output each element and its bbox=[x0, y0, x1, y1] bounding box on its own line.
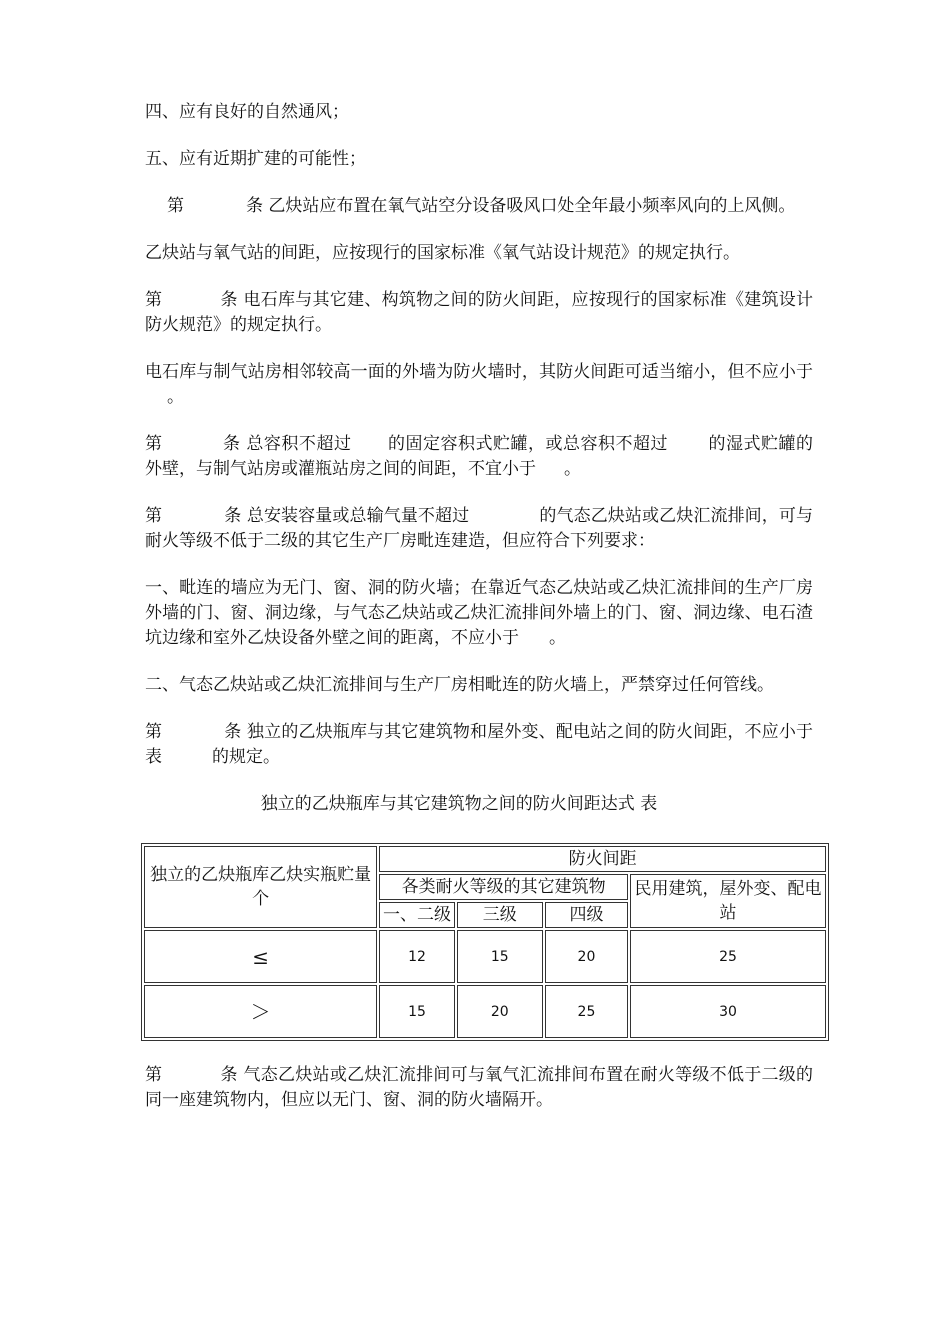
article-end: 。 bbox=[564, 459, 581, 479]
header-civil-buildings: 民用建筑，屋外变、配电站 bbox=[630, 874, 826, 928]
table-cell: 12 bbox=[379, 930, 455, 983]
table-cell: 30 bbox=[630, 985, 826, 1038]
paragraph-text: 电石库与制气站房相邻较高一面的外墙为防火墙时，其防火间距可适当缩小，但不应小于 bbox=[145, 362, 813, 382]
article-prefix: 第 bbox=[167, 196, 184, 216]
table-cell: 15 bbox=[457, 930, 543, 983]
article-oxygen-manifold bbox=[145, 1063, 813, 1113]
table-row bbox=[144, 930, 826, 983]
article-prefix: 第 bbox=[145, 434, 163, 454]
document-page bbox=[145, 100, 822, 1135]
paragraph-end: 。 bbox=[167, 387, 184, 407]
clause-four: 四、应有良好的自然通风； bbox=[145, 102, 349, 122]
requirement-one bbox=[145, 576, 813, 651]
fire-spacing-table bbox=[141, 843, 829, 1041]
table-cell: 20 bbox=[545, 930, 628, 983]
table-cell: 25 bbox=[630, 930, 826, 983]
table-cell: 20 bbox=[457, 985, 543, 1038]
article-prefix: 第 bbox=[145, 1065, 163, 1085]
article-carbide-warehouse bbox=[145, 288, 813, 338]
requirement-two: 二、气态乙炔站或乙炔汇流排间与生产厂房相毗连的防火墙上，严禁穿过任何管线。 bbox=[145, 675, 774, 695]
table-caption: 独立的乙炔瓶库与其它建筑物之间的防火间距达式 表 bbox=[260, 794, 658, 814]
article-text: 条 乙炔站应布置在氧气站空分设备吸风口处全年最小频率风向的上风侧。 bbox=[246, 196, 796, 216]
article-end: 的规定。 bbox=[212, 747, 280, 767]
table-cell: 25 bbox=[545, 985, 628, 1038]
article-text-cont: 的固定容积式贮罐，或总容积不超过 bbox=[387, 434, 669, 454]
article-text-cont: 的湿式贮罐的外壁，与制气站房或灌瓶站房之间的间距，不宜小于 bbox=[145, 434, 814, 479]
requirement-end: 。 bbox=[549, 628, 566, 648]
article-cylinder-warehouse bbox=[145, 720, 813, 770]
article-text-cont: 的气态乙炔站或乙炔汇流排间，可与耐火等级不低于二级的其它生产厂房毗连建造，但应符合下列要求： bbox=[145, 506, 814, 551]
row-condition: ≤ bbox=[144, 930, 377, 983]
row-condition: ＞ bbox=[144, 985, 377, 1038]
article-text: 条 总安装容量或总输气量不超过 bbox=[224, 506, 470, 526]
article-acetylene-station-location bbox=[145, 194, 813, 219]
table-cell: 15 bbox=[379, 985, 455, 1038]
header-grade-4: 四级 bbox=[545, 902, 628, 928]
header-grade-1-2: 一、二级 bbox=[379, 902, 455, 928]
header-fire-spacing: 防火间距 bbox=[379, 846, 826, 872]
article-storage-tanks bbox=[145, 432, 813, 482]
article-prefix: 第 bbox=[145, 290, 163, 310]
requirement-text: 一、毗连的墙应为无门、窗、洞的防火墙；在靠近气态乙炔站或乙炔汇流排间的生产厂房外墙的门、窗、洞边缘，与气态乙炔站或乙炔汇流排间外墙上的门、窗、洞边缘、电石渣坑边缘和室外乙炔设备外壁之间的距离，不应小于 bbox=[145, 578, 813, 648]
article-prefix: 第 bbox=[145, 506, 163, 526]
station-spacing-paragraph: 乙炔站与氧气站的间距，应按现行的国家标准《氧气站设计规范》的规定执行。 bbox=[145, 243, 740, 263]
clause-five: 五、应有近期扩建的可能性； bbox=[145, 149, 366, 169]
article-text: 条 总容积不超过 bbox=[222, 434, 352, 454]
header-grade-3: 三级 bbox=[457, 902, 543, 928]
table-row bbox=[144, 985, 826, 1038]
header-storage-quantity: 独立的乙炔瓶库乙炔实瓶贮量 个 bbox=[144, 846, 377, 928]
article-text: 条 电石库与其它建、构筑物之间的防火间距，应按现行的国家标准《建筑设计防火规范》的规定执行。 bbox=[145, 290, 814, 335]
article-adjacent-construction bbox=[145, 504, 813, 554]
article-text: 条 独立的乙炔瓶库与其它建筑物和屋外变、配电站之间的防火间距，不应小于表 bbox=[145, 722, 813, 767]
carbide-firewall-paragraph bbox=[145, 360, 813, 410]
header-other-buildings: 各类耐火等级的其它建筑物 bbox=[379, 874, 628, 900]
article-prefix: 第 bbox=[145, 722, 163, 742]
article-text: 条 气态乙炔站或乙炔汇流排间可与氧气汇流排间布置在耐火等级不低于二级的同一座建筑物内，但应以无门、窗、洞的防火墙隔开。 bbox=[145, 1065, 814, 1110]
